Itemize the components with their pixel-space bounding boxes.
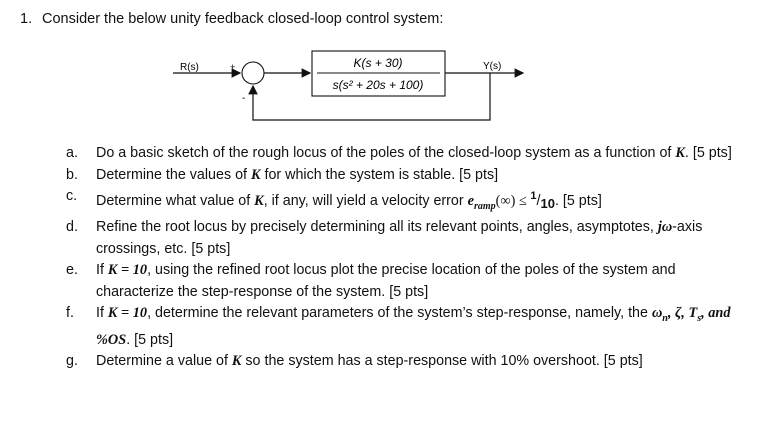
part-c: c. Determine what value of K, if any, will yield a velocity error $e_{ramp}(\infty) \le ^1/10$. [5 pts] <box>66 188 602 212</box>
output-label: Y(s) <box>483 61 502 72</box>
question-number: 1. <box>20 11 33 27</box>
minus-sign: - <box>242 93 246 104</box>
question-text: Consider the below unity feedback closed-loop control system: <box>42 11 444 27</box>
block-diagram <box>0 0 761 140</box>
question-parts <box>66 143 746 373</box>
input-label: R(s) <box>180 62 199 73</box>
part-b: b. Determine the values of K for which the system is stable. [5 pts] <box>66 166 499 183</box>
part-d: d. Refine the root locus by precisely determining all its relevant points, angles, asymptotes, jω-axis crossings, etc. [5 pts] <box>66 219 703 257</box>
part-e: e. If K = 10, using the refined root locus plot the precise location of the poles of the system and characterize the step-response of the system. [5 pts] <box>66 262 676 300</box>
part-g: g. Determine a value of K so the system has a step-response with 10% overshoot. [5 pts] <box>66 353 643 370</box>
part-f: f. If K = 10, determine the relevant parameters of the system’s step-response, namely, the $\omega_n$, ζ, $T_s$, and %OS. [5 pts] <box>66 305 731 348</box>
tf-numerator: K(s + 30) <box>353 56 403 70</box>
part-a: a. Do a basic sketch of the rough locus of the poles of the closed-loop system as a function of K. [5 pts] <box>66 145 732 161</box>
plus-sign: + <box>230 62 236 72</box>
summing-junction <box>242 62 264 84</box>
tf-denominator: s(s² + 20s + 100) <box>332 78 424 92</box>
